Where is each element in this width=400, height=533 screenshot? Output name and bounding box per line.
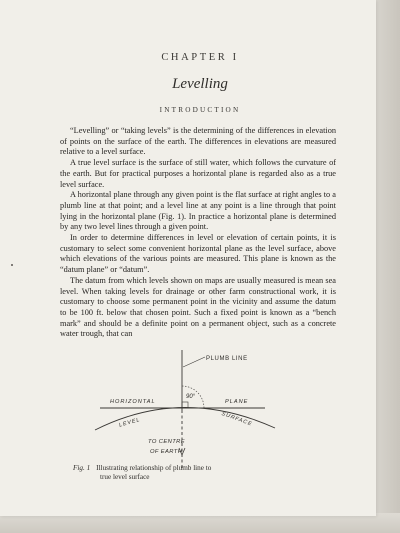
- level-label: LEVEL: [118, 416, 142, 429]
- chapter-heading: CHAPTER I: [161, 52, 239, 63]
- plane-label: PLANE: [225, 399, 249, 405]
- paragraph: The datum from which levels shown on maps are usually measured is mean sea level. When taking levels for drainage or other farm constructional work, it is customary to choose some permanent point in the vicinity and assume the datum to be 100 ft. below that chosen point. Such a fixed point is known as a “bench mark” and should be a definite point on a permanent object, such as a concrete water trough, that can: [60, 275, 336, 339]
- paragraph: “Levelling” or “taking levels” is the determining of the differences in elevation of points on the surface of the earth. The differences in elevations are measured relative to a level surface.: [60, 126, 336, 157]
- figure-caption: [73, 464, 283, 481]
- paragraph: In order to determine differences in level or elevation of certain points, it is customary to select some convenient horizontal plane as the level surface, above which elevations of the various points are measured. This plane is known as the “datum plane” or “datum”.: [60, 233, 336, 275]
- to-centre-label: TO CENTRE: [148, 439, 185, 445]
- caption-line-2: true level surface: [100, 472, 150, 481]
- figure-number: Fig. 1: [73, 464, 91, 472]
- of-earth-label: OF EARTH: [150, 449, 183, 455]
- surface-label: SURFACE: [220, 410, 254, 428]
- paragraph: A true level surface is the surface of still water, which follows the curvature of the earth. But for practical purposes a horizontal plane is regarded also as a true level surface.: [60, 158, 336, 189]
- caption-line-1: Illustrating relationship of plumb line to: [96, 464, 212, 472]
- chapter-title: Levelling: [172, 76, 228, 92]
- section-heading: INTRODUCTION: [159, 106, 241, 114]
- angle-label: 90°: [186, 394, 196, 400]
- plumb-line-label: PLUMB LINE: [206, 356, 248, 362]
- plumb-line-leader: [183, 357, 205, 367]
- horizontal-label: HORIZONTAL: [110, 399, 156, 405]
- paragraph: A horizontal plane through any given point is the flat surface at right angles to a plumb line at that point; and a level line at any point is a line through that point lying in the horizontal plane (Fig. 1). In practice a horizontal plane is determined by any two level lines through a given point.: [60, 190, 336, 232]
